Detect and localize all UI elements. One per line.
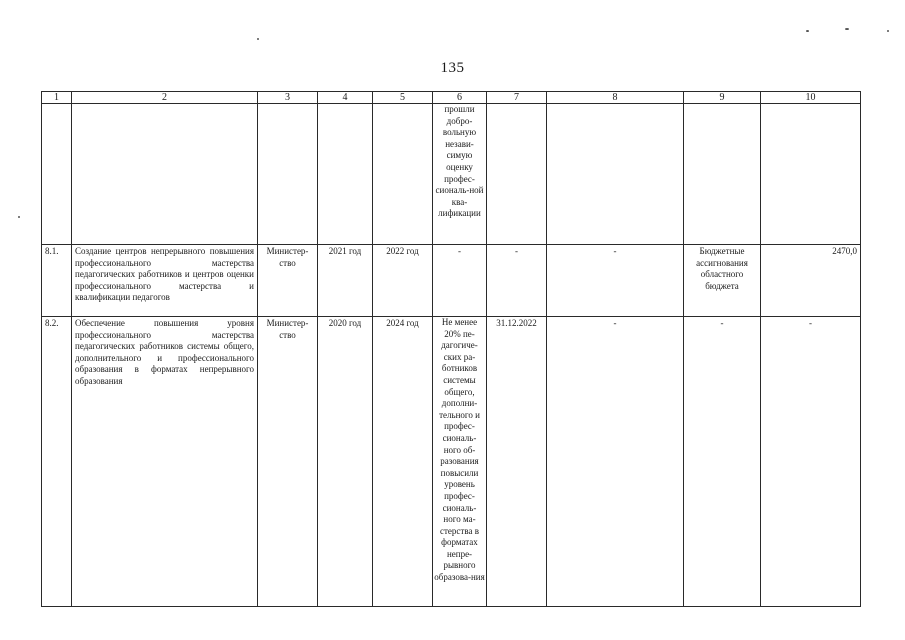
row-date: [487, 104, 547, 245]
header-row: [42, 92, 861, 104]
row-date: 31.12.2022: [487, 317, 547, 607]
row-number: 8.2.: [42, 317, 72, 607]
row-number: [42, 104, 72, 245]
header-col-4: 4: [318, 92, 373, 104]
header-col-5: 5: [373, 92, 433, 104]
row-executor: Министер-ство: [258, 317, 318, 607]
program-table: [41, 91, 861, 607]
page-number: 135: [440, 60, 465, 76]
header-col-1: 1: [42, 92, 72, 104]
row-start: 2020 год: [318, 317, 373, 607]
row-col8: -: [547, 245, 684, 317]
table-row: [42, 245, 861, 317]
header-col-10: 10: [761, 92, 861, 104]
header-col-6: 6: [433, 92, 487, 104]
row-amount: [761, 104, 861, 245]
row-number: 8.1.: [42, 245, 72, 317]
scan-speck: [887, 30, 889, 32]
header-col-3: 3: [258, 92, 318, 104]
table-row: [42, 317, 861, 607]
row-amount: 2470,0: [761, 245, 861, 317]
row-indicator: -: [433, 245, 487, 317]
row-name: Создание центров непрерывного повышения профессионального мастерства педагогических работников и центров оценки профессионального мастерства и квалификации педагогов: [72, 245, 258, 317]
row-end: [373, 104, 433, 245]
row-end: 2022 год: [373, 245, 433, 317]
row-end: 2024 год: [373, 317, 433, 607]
row-col8: [547, 104, 684, 245]
scan-speck: [806, 30, 809, 32]
row-name: Обеспечение повышения уровня профессионального мастерства педагогических работников системы общего, дополнительного и профессионального образования в форматах непрерывного образования: [72, 317, 258, 607]
table-row: [42, 104, 861, 245]
header-col-8: 8: [547, 92, 684, 104]
row-indicator: Не менее 20% пе-дагогиче-ских ра-ботников системы общего, дополни-тельного и профес-сиональ-ного об-разования повысили уровень профес-сиональ-ного ма-стерства в форматах непре-рывного образова-ния: [433, 317, 487, 607]
header-col-9: 9: [684, 92, 761, 104]
row-indicator: прошли добро-вольную незави-симую оценку профес-сиональ-ной ква-лификации: [433, 104, 487, 245]
row-date: -: [487, 245, 547, 317]
row-source: -: [684, 317, 761, 607]
row-amount: -: [761, 317, 861, 607]
header-col-7: 7: [487, 92, 547, 104]
row-executor: [258, 104, 318, 245]
header-col-2: 2: [72, 92, 258, 104]
scan-speck: [18, 216, 20, 218]
row-start: 2021 год: [318, 245, 373, 317]
row-executor: Министер-ство: [258, 245, 318, 317]
scan-speck: [845, 28, 849, 30]
row-name: [72, 104, 258, 245]
row-source: Бюджетные ассигнования областного бюджета: [684, 245, 761, 317]
row-col8: -: [547, 317, 684, 607]
scan-speck: [257, 38, 259, 40]
row-start: [318, 104, 373, 245]
row-source: [684, 104, 761, 245]
